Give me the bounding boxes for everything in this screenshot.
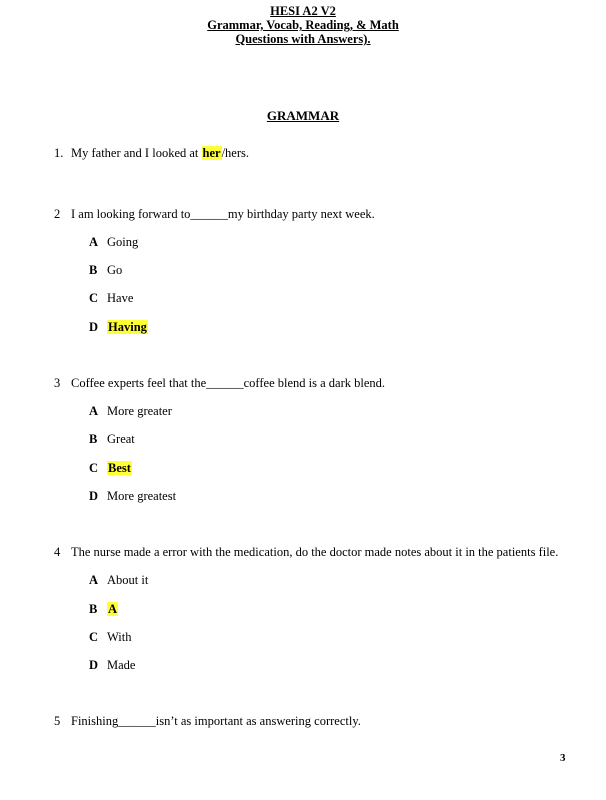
highlighted-answer: A [108,602,118,616]
option-text: With [107,630,132,644]
highlighted-answer: Best [108,461,131,475]
highlighted-answer: Having [108,320,147,334]
option-text: Going [107,235,139,249]
option-letter: B [89,263,98,277]
document-header [0,4,606,46]
question-2 [54,207,375,222]
option-letter: A [89,235,99,249]
option-letter: A [89,404,99,418]
question-text-start: My father and I looked at [71,146,202,160]
header-subtitle-2: Questions with Answers). [235,32,371,46]
option-text: Have [107,291,134,305]
option-letter: B [89,432,98,446]
question-5 [54,714,361,729]
question-number: 5 [54,714,61,728]
option-d [89,489,176,504]
option-d [89,658,135,673]
question-4 [54,545,558,560]
option-letter: A [89,573,99,587]
question-number: 4 [54,545,61,559]
question-1 [54,146,249,161]
option-d [89,320,148,335]
option-text: About it [107,573,149,587]
option-text: More greatest [107,489,177,503]
option-letter: D [89,489,99,503]
option-c [89,630,132,645]
option-a [89,404,172,419]
option-a [89,235,138,250]
option-letter: D [89,320,99,334]
question-number: 1. [54,146,64,160]
option-letter: B [89,602,98,616]
option-text: More greater [107,404,172,418]
option-text: Made [107,658,136,672]
option-letter: C [89,461,99,475]
page-number: 3 [560,752,566,764]
question-number: 2 [54,207,61,221]
question-number: 3 [54,376,61,390]
option-a [89,573,148,588]
option-b [89,263,122,278]
option-c [89,291,133,306]
question-text: Finishing______isn’t as important as answering correctly. [71,714,361,728]
question-text: Coffee experts feel that the______coffee blend is a dark blend. [71,376,386,390]
option-letter: C [89,291,99,305]
option-text: Great [107,432,135,446]
option-b [89,432,135,447]
question-text: I am looking forward to______my birthday party next week. [71,207,375,221]
question-3 [54,376,385,391]
section-title: GRAMMAR [266,108,340,123]
option-c [89,461,132,476]
question-text-end: /hers. [221,146,250,160]
header-title: HESI A2 V2 [270,4,336,18]
highlighted-answer: her [202,146,221,160]
option-letter: C [89,630,99,644]
option-letter: D [89,658,99,672]
option-text: Go [107,263,123,277]
question-text: The nurse made a error with the medication, do the doctor made notes about it in the patients file. [71,545,559,559]
option-b [89,602,118,617]
header-subtitle: Grammar, Vocab, Reading, & Math [207,18,399,32]
